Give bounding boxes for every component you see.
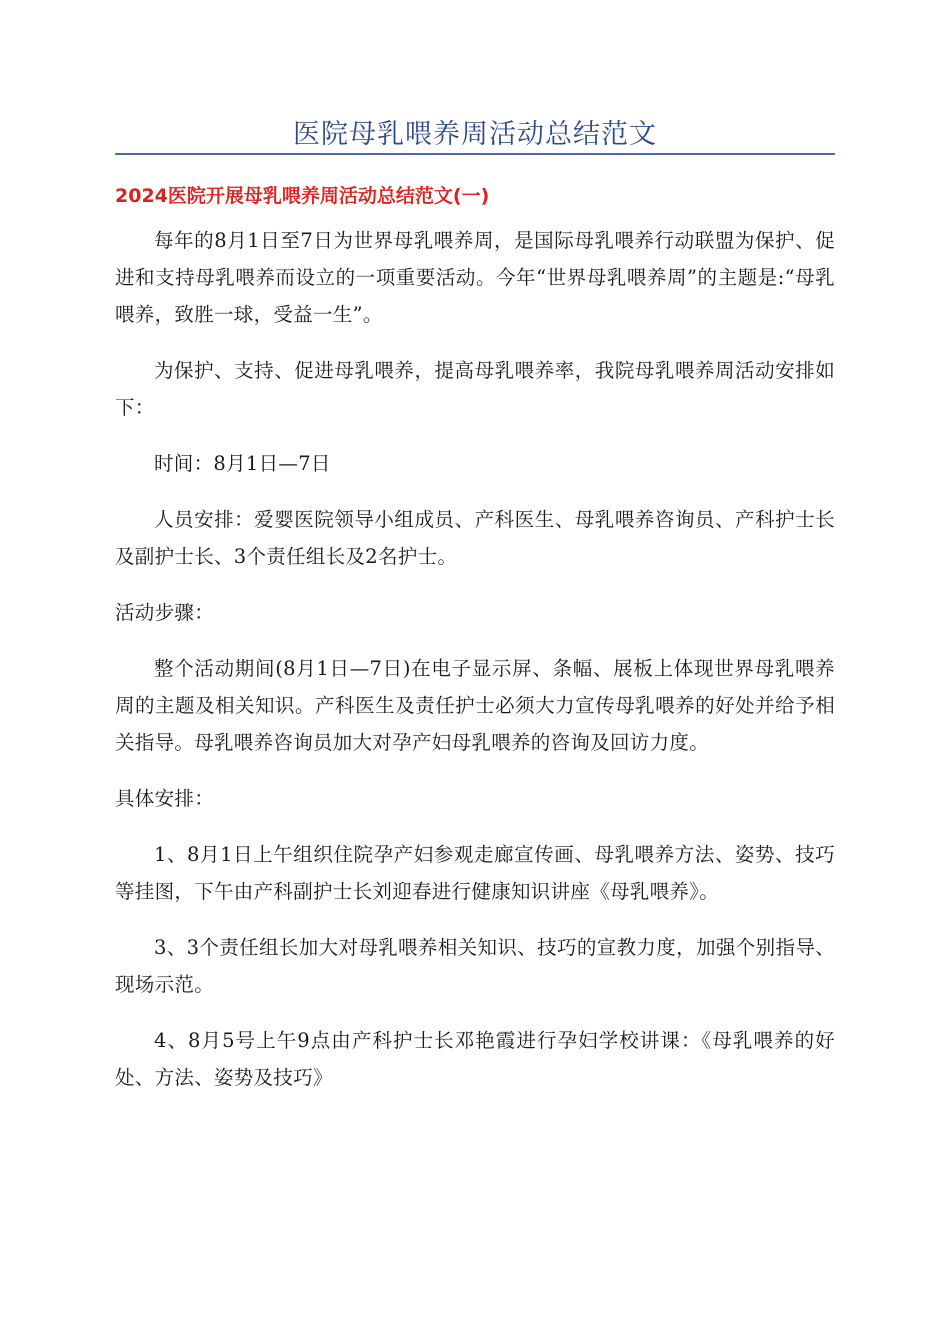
document-title: 医院母乳喂养周活动总结范文 xyxy=(293,119,657,150)
paragraph-item-4: 4、8月5号上午9点由产科护士长邓艳霞进行孕妇学校讲课：《母乳喂养的好处、方法、姿势及技巧》 xyxy=(115,1029,835,1089)
paragraph-time: 时间：8月1日—7日 xyxy=(154,452,331,475)
paragraph-staff: 人员安排：爱婴医院领导小组成员、产科医生、母乳喂养咨询员、产科护士长及副护士长、3个责任组长及2名护士。 xyxy=(115,508,835,568)
paragraph-steps: 整个活动期间(8月1日—7日)在电子显示屏、条幅、展板上体现世界母乳喂养周的主题及相关知识。产科医生及责任护士必须大力宣传母乳喂养的好处并给予相关指导。母乳喂养咨询员加大对孕产妇母乳喂养的咨询及回访力度。 xyxy=(115,657,835,754)
paragraph-steps-label: 活动步骤： xyxy=(115,601,215,624)
paragraph-item-3: 3、3个责任组长加大对母乳喂养相关知识、技巧的宣教力度，加强个别指导、现场示范。 xyxy=(115,936,835,996)
document-body xyxy=(115,222,835,1115)
paragraph-intro: 每年的8月1日至7日为世界母乳喂养周，是国际母乳喂养行动联盟为保护、促进和支持母乳喂养而设立的一项重要活动。今年“世界母乳喂养周”的主题是:“母乳喂养，致胜一球，受益一生”。 xyxy=(115,229,835,326)
paragraph-arrangement: 为保护、支持、促进母乳喂养，提高母乳喂养率，我院母乳喂养周活动安排如下： xyxy=(115,359,835,419)
section-heading: 2024医院开展母乳喂养周活动总结范文(一) xyxy=(115,185,490,207)
paragraph-schedule-label: 具体安排： xyxy=(115,787,215,810)
paragraph-item-1: 1、8月1日上午组织住院孕产妇参观走廊宣传画、母乳喂养方法、姿势、技巧等挂图，下午由产科副护士长刘迎春进行健康知识讲座《母乳喂养》。 xyxy=(115,843,835,903)
title-divider xyxy=(115,153,835,155)
